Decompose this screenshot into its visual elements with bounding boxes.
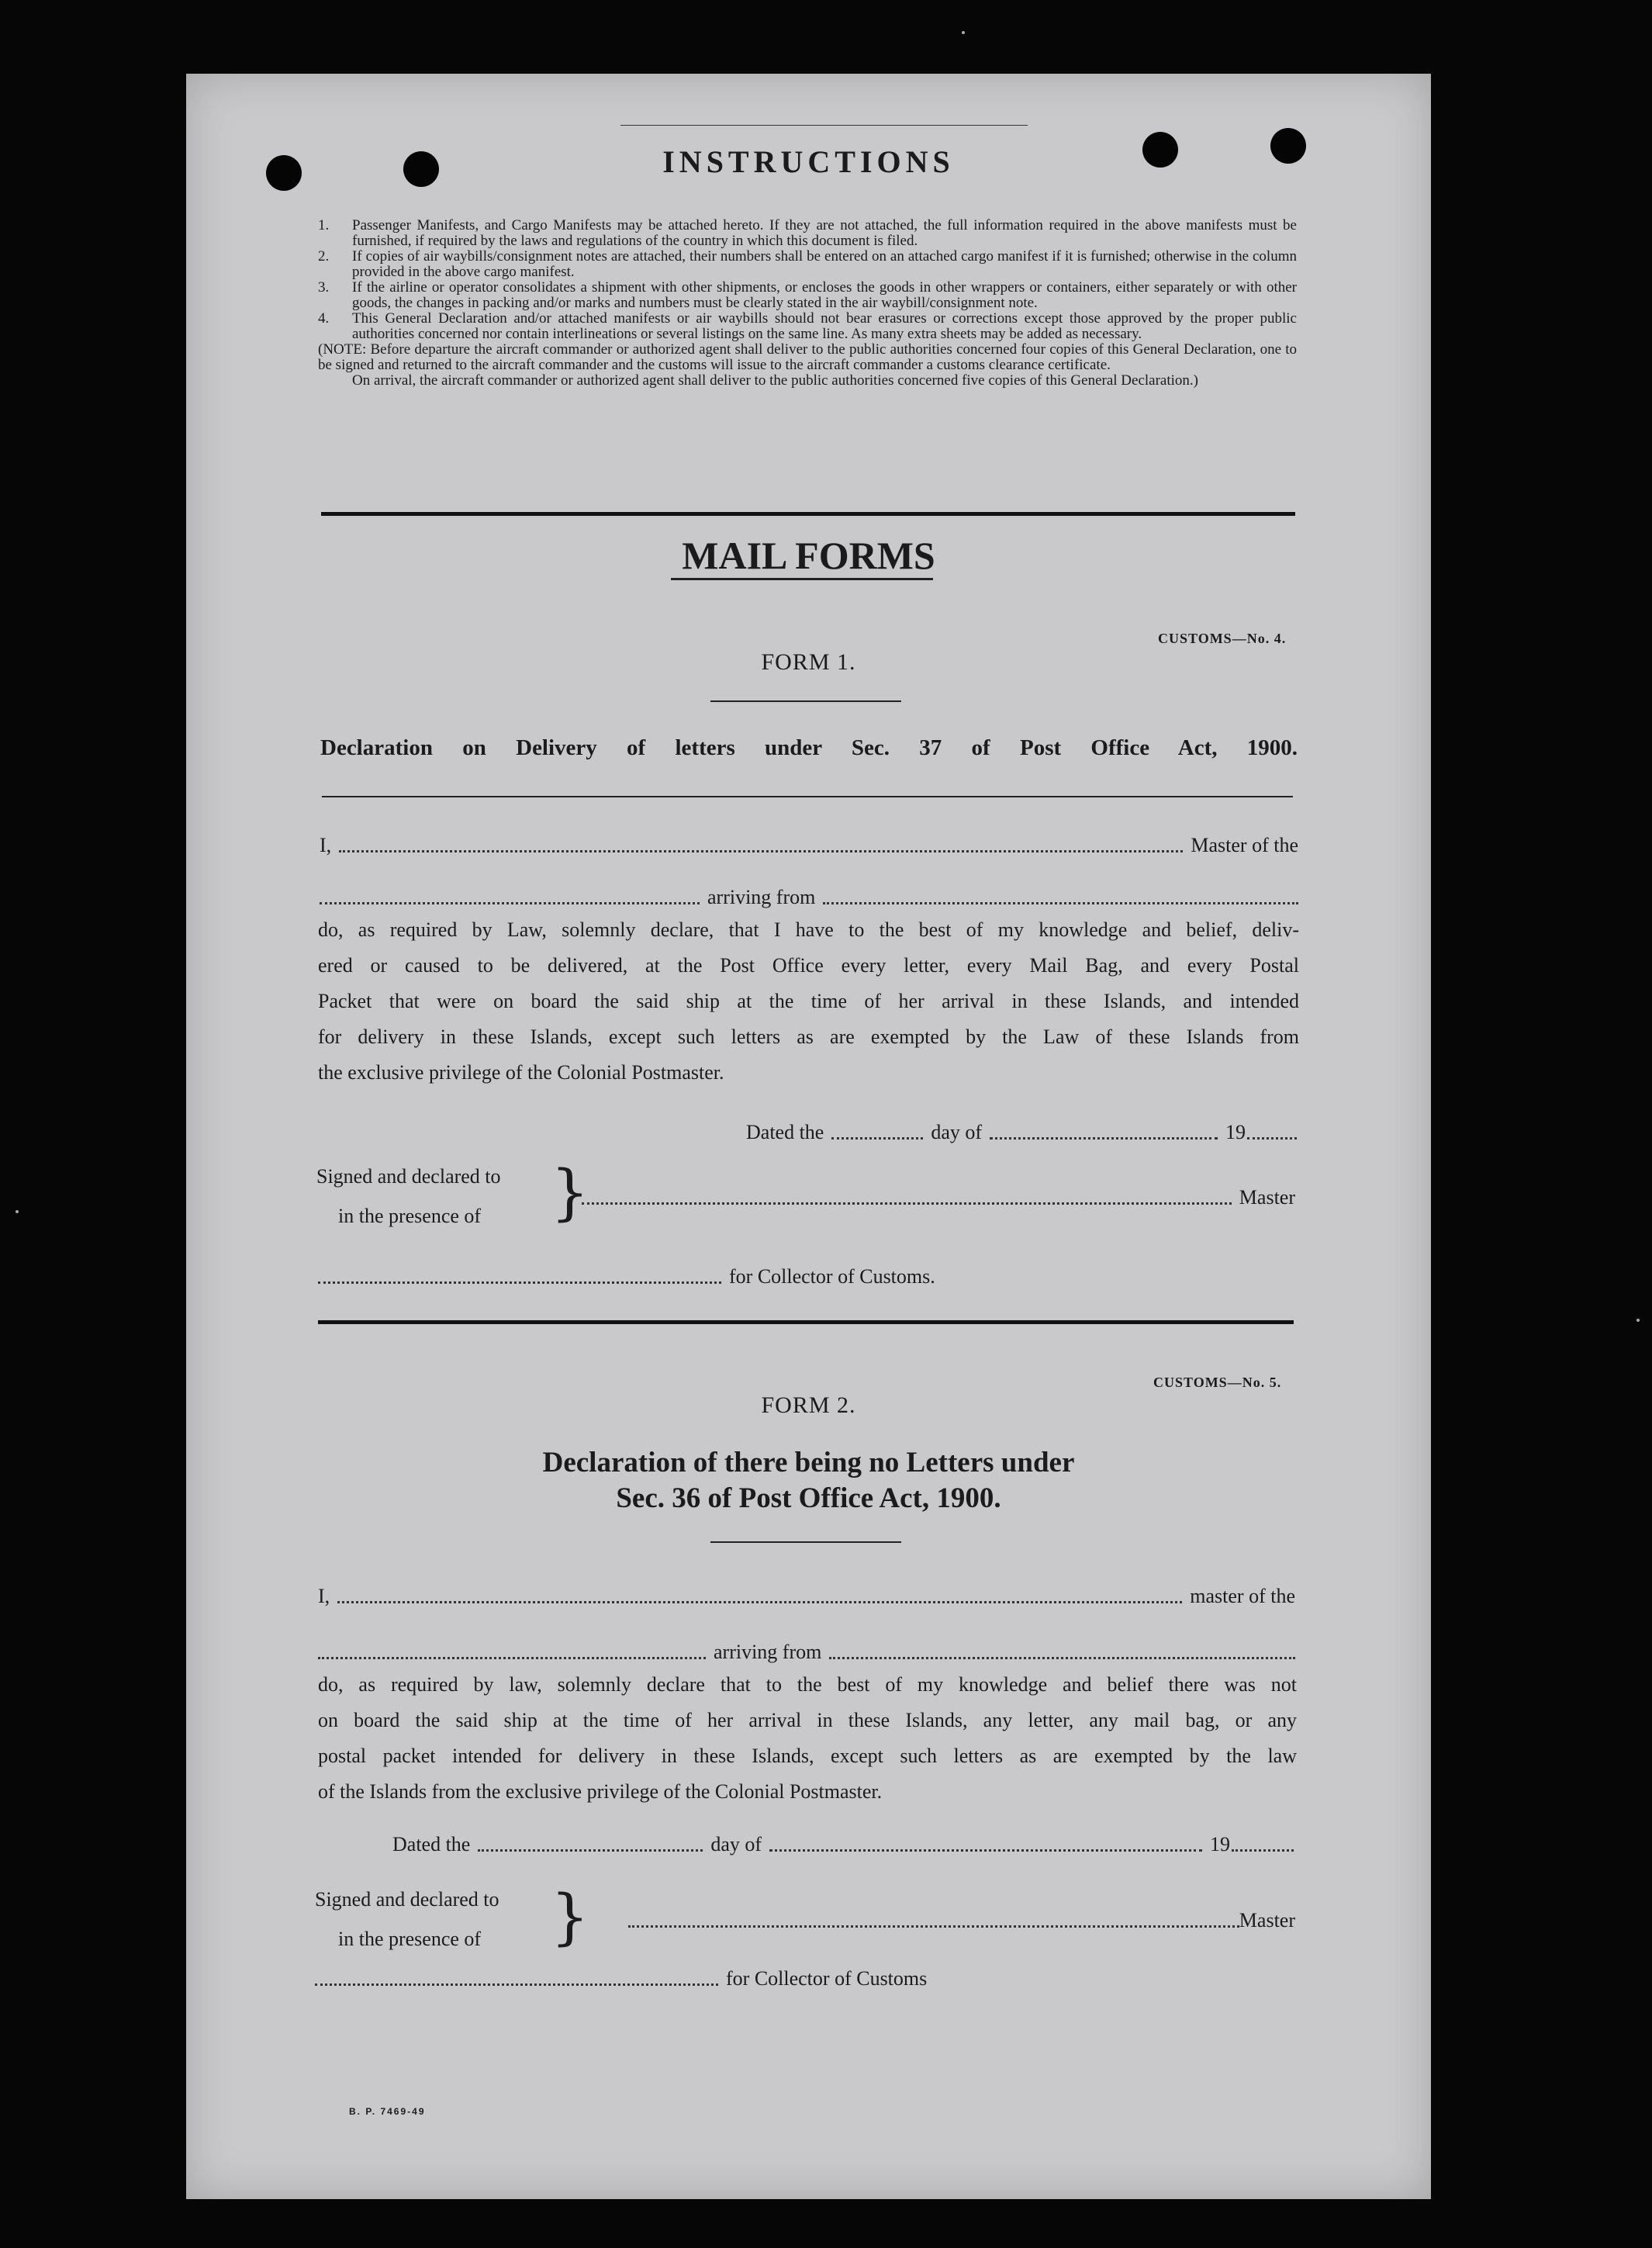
form1-declaration-body: [318, 912, 1299, 1091]
form2-declaration-body: [318, 1667, 1297, 1810]
form1-title-rule: [710, 700, 901, 702]
form1-body-line: Packet that were on board the said ship at the time of her arrival in these Islands, and intended: [318, 990, 1299, 1012]
form1-arriving-from: arriving from: [707, 886, 816, 908]
scan-speck: [1636, 1319, 1640, 1322]
form2-year-field[interactable]: [1232, 1849, 1294, 1852]
form2-month-field[interactable]: [769, 1849, 1202, 1852]
form2-collector-field[interactable]: [315, 1983, 718, 1986]
form1-body-line: do, as required by Law, solemnly declare, that I have to the best of my knowledge and belief, deliv-: [318, 918, 1299, 941]
instruction-note: (NOTE: Before departure the aircraft commander or authorized agent shall deliver to the public authorities concerned four copies of this General Declaration, one to be signed and returned to the aircraft commander and the customs will issue to the aircraft commander a customs clearance certificate.: [318, 341, 1297, 373]
instructions-title: INSTRUCTIONS: [662, 144, 955, 179]
form2-dated-line: [392, 1833, 1294, 1856]
form2-ship-field[interactable]: [318, 1657, 706, 1659]
form2-declaration-line: Declaration of there being no Letters under: [542, 1447, 1075, 1478]
form1-signature-field[interactable]: [582, 1202, 1232, 1205]
mail-forms-title: MAIL FORMS: [682, 534, 935, 577]
form2-declaration-line: Sec. 36 of Post Office Act, 1900.: [616, 1482, 1001, 1514]
form2-i-label: I,: [318, 1585, 330, 1607]
form1-master-label: Master: [1239, 1186, 1295, 1209]
form2-brace: }: [551, 1883, 589, 1952]
form1-collector-line: [318, 1265, 1016, 1288]
form-divider: [318, 1320, 1294, 1324]
form2-body-line: do, as required by law, solemnly declare that to the best of my knowledge and belief there was not: [318, 1673, 1297, 1696]
instruction-note-arrival: On arrival, the aircraft commander or authorized agent shall deliver to the public authorities concerned five copies of this General Declaration.): [352, 372, 1198, 389]
form1-origin-field[interactable]: [823, 902, 1298, 904]
form2-name-field[interactable]: [337, 1601, 1182, 1603]
form1-dated-the: Dated the: [746, 1121, 824, 1143]
form2-collector-label: for Collector of Customs: [726, 1967, 928, 1990]
section-divider: [321, 512, 1295, 516]
form1-arriving-line: [320, 886, 1298, 909]
form2-presence-label: in the presence of: [338, 1928, 482, 1950]
mail-forms-underline: [671, 578, 933, 580]
form1-declaration-rule: [322, 796, 1293, 797]
form1-collector-label: for Collector of Customs.: [729, 1265, 935, 1288]
form2-declaration-title: [186, 1445, 1431, 1517]
form1-dated-line: [746, 1121, 1297, 1144]
form1-body-line: the exclusive privilege of the Colonial Postmaster.: [318, 1061, 724, 1084]
form2-signed-label: Signed and declared to: [315, 1888, 499, 1911]
form2-master-label: Master: [1239, 1909, 1295, 1932]
print-code: B. P. 7469-49: [349, 2106, 426, 2117]
form1-month-field[interactable]: [990, 1137, 1218, 1140]
form1-ship-field[interactable]: [320, 902, 700, 904]
form2-body-line: of the Islands from the exclusive privilege of the Colonial Postmaster.: [318, 1780, 883, 1803]
instruction-item: 3. If the airline or operator consolidates a shipment with other shipments, or encloses the goods in other wrappers or containers, either separately or with other goods, the changes in packing and/or marks and numbers must be clearly stated in the air waybill/consignment note.: [318, 279, 1297, 311]
form1-brace: }: [551, 1158, 589, 1228]
document-page: [186, 74, 1431, 2199]
scan-speck: [962, 31, 965, 34]
instruction-item: 4. This General Declaration and/or attached manifests or air waybills should not bear erasures or corrections except those approved by the proper public authorities concerned nor contain interlineations or several listings on the same line. As many extra sheets may be added as necessary.: [318, 310, 1297, 342]
form2-day-field[interactable]: [478, 1849, 703, 1852]
form1-master-of-the: Master of the: [1191, 834, 1298, 856]
instructions-list: [318, 218, 1297, 389]
form2-arriving-from: arriving from: [714, 1641, 822, 1663]
instruction-item: 2. If copies of air waybills/consignment notes are attached, their numbers shall be entered on an attached cargo manifest if it is furnished; otherwise in the column provided in the above cargo manifest.: [318, 248, 1297, 280]
form1-year-field[interactable]: [1247, 1137, 1297, 1140]
form2-master-of-the: master of the: [1190, 1585, 1295, 1607]
form2-title: FORM 2.: [761, 1392, 856, 1418]
form2-collector-line: [315, 1967, 1013, 1990]
form2-year-prefix: 19: [1210, 1833, 1230, 1855]
instruction-item: 1. Passenger Manifests, and Cargo Manifests may be attached hereto. If they are not attached, the full information required in the above manifests must be furnished, if required by the laws and regulations of the country in which this document is filed.: [318, 217, 1297, 249]
form1-day-of: day of: [931, 1121, 983, 1143]
form2-title-rule: [710, 1541, 901, 1543]
form2-body-line: postal packet intended for delivery in these Islands, except such letters as are exempted by the law: [318, 1745, 1297, 1767]
form1-master-signature-line: [574, 1186, 1295, 1209]
form1-customs-number: CUSTOMS—No. 4.: [1158, 631, 1287, 646]
form2-master-line: [318, 1585, 1295, 1608]
form1-presence-label: in the presence of: [338, 1205, 482, 1227]
form1-master-line: [320, 834, 1298, 857]
form2-arriving-line: [318, 1641, 1295, 1664]
form2-master-signature-line: [628, 1909, 1295, 1932]
title-rule: [620, 125, 1028, 126]
form2-signature-field[interactable]: [628, 1925, 1239, 1928]
form1-title: FORM 1.: [761, 649, 856, 675]
form1-name-field[interactable]: [339, 850, 1183, 853]
form1-i-label: I,: [320, 834, 332, 856]
form1-body-line: for delivery in these Islands, except such letters as are exempted by the Law of these Islands from: [318, 1025, 1299, 1048]
form1-body-line: ered or caused to be delivered, at the Post Office every letter, every Mail Bag, and every Postal: [318, 954, 1299, 977]
form2-body-line: on board the said ship at the time of her arrival in these Islands, any letter, any mail bag, or any: [318, 1709, 1297, 1731]
form2-customs-number: CUSTOMS—No. 5.: [1153, 1375, 1282, 1390]
form1-day-field[interactable]: [831, 1137, 923, 1140]
form2-origin-field[interactable]: [829, 1657, 1295, 1659]
form1-collector-field[interactable]: [318, 1281, 721, 1284]
form2-dated-the: Dated the: [392, 1833, 471, 1855]
form1-declaration-title: Declaration on Delivery of letters under Sec. 37 of Post Office Act, 1900.: [320, 735, 1298, 760]
form1-signed-label: Signed and declared to: [316, 1165, 501, 1188]
form1-year-prefix: 19: [1225, 1121, 1246, 1143]
scan-speck: [16, 1210, 19, 1213]
form2-day-of: day of: [710, 1833, 762, 1855]
